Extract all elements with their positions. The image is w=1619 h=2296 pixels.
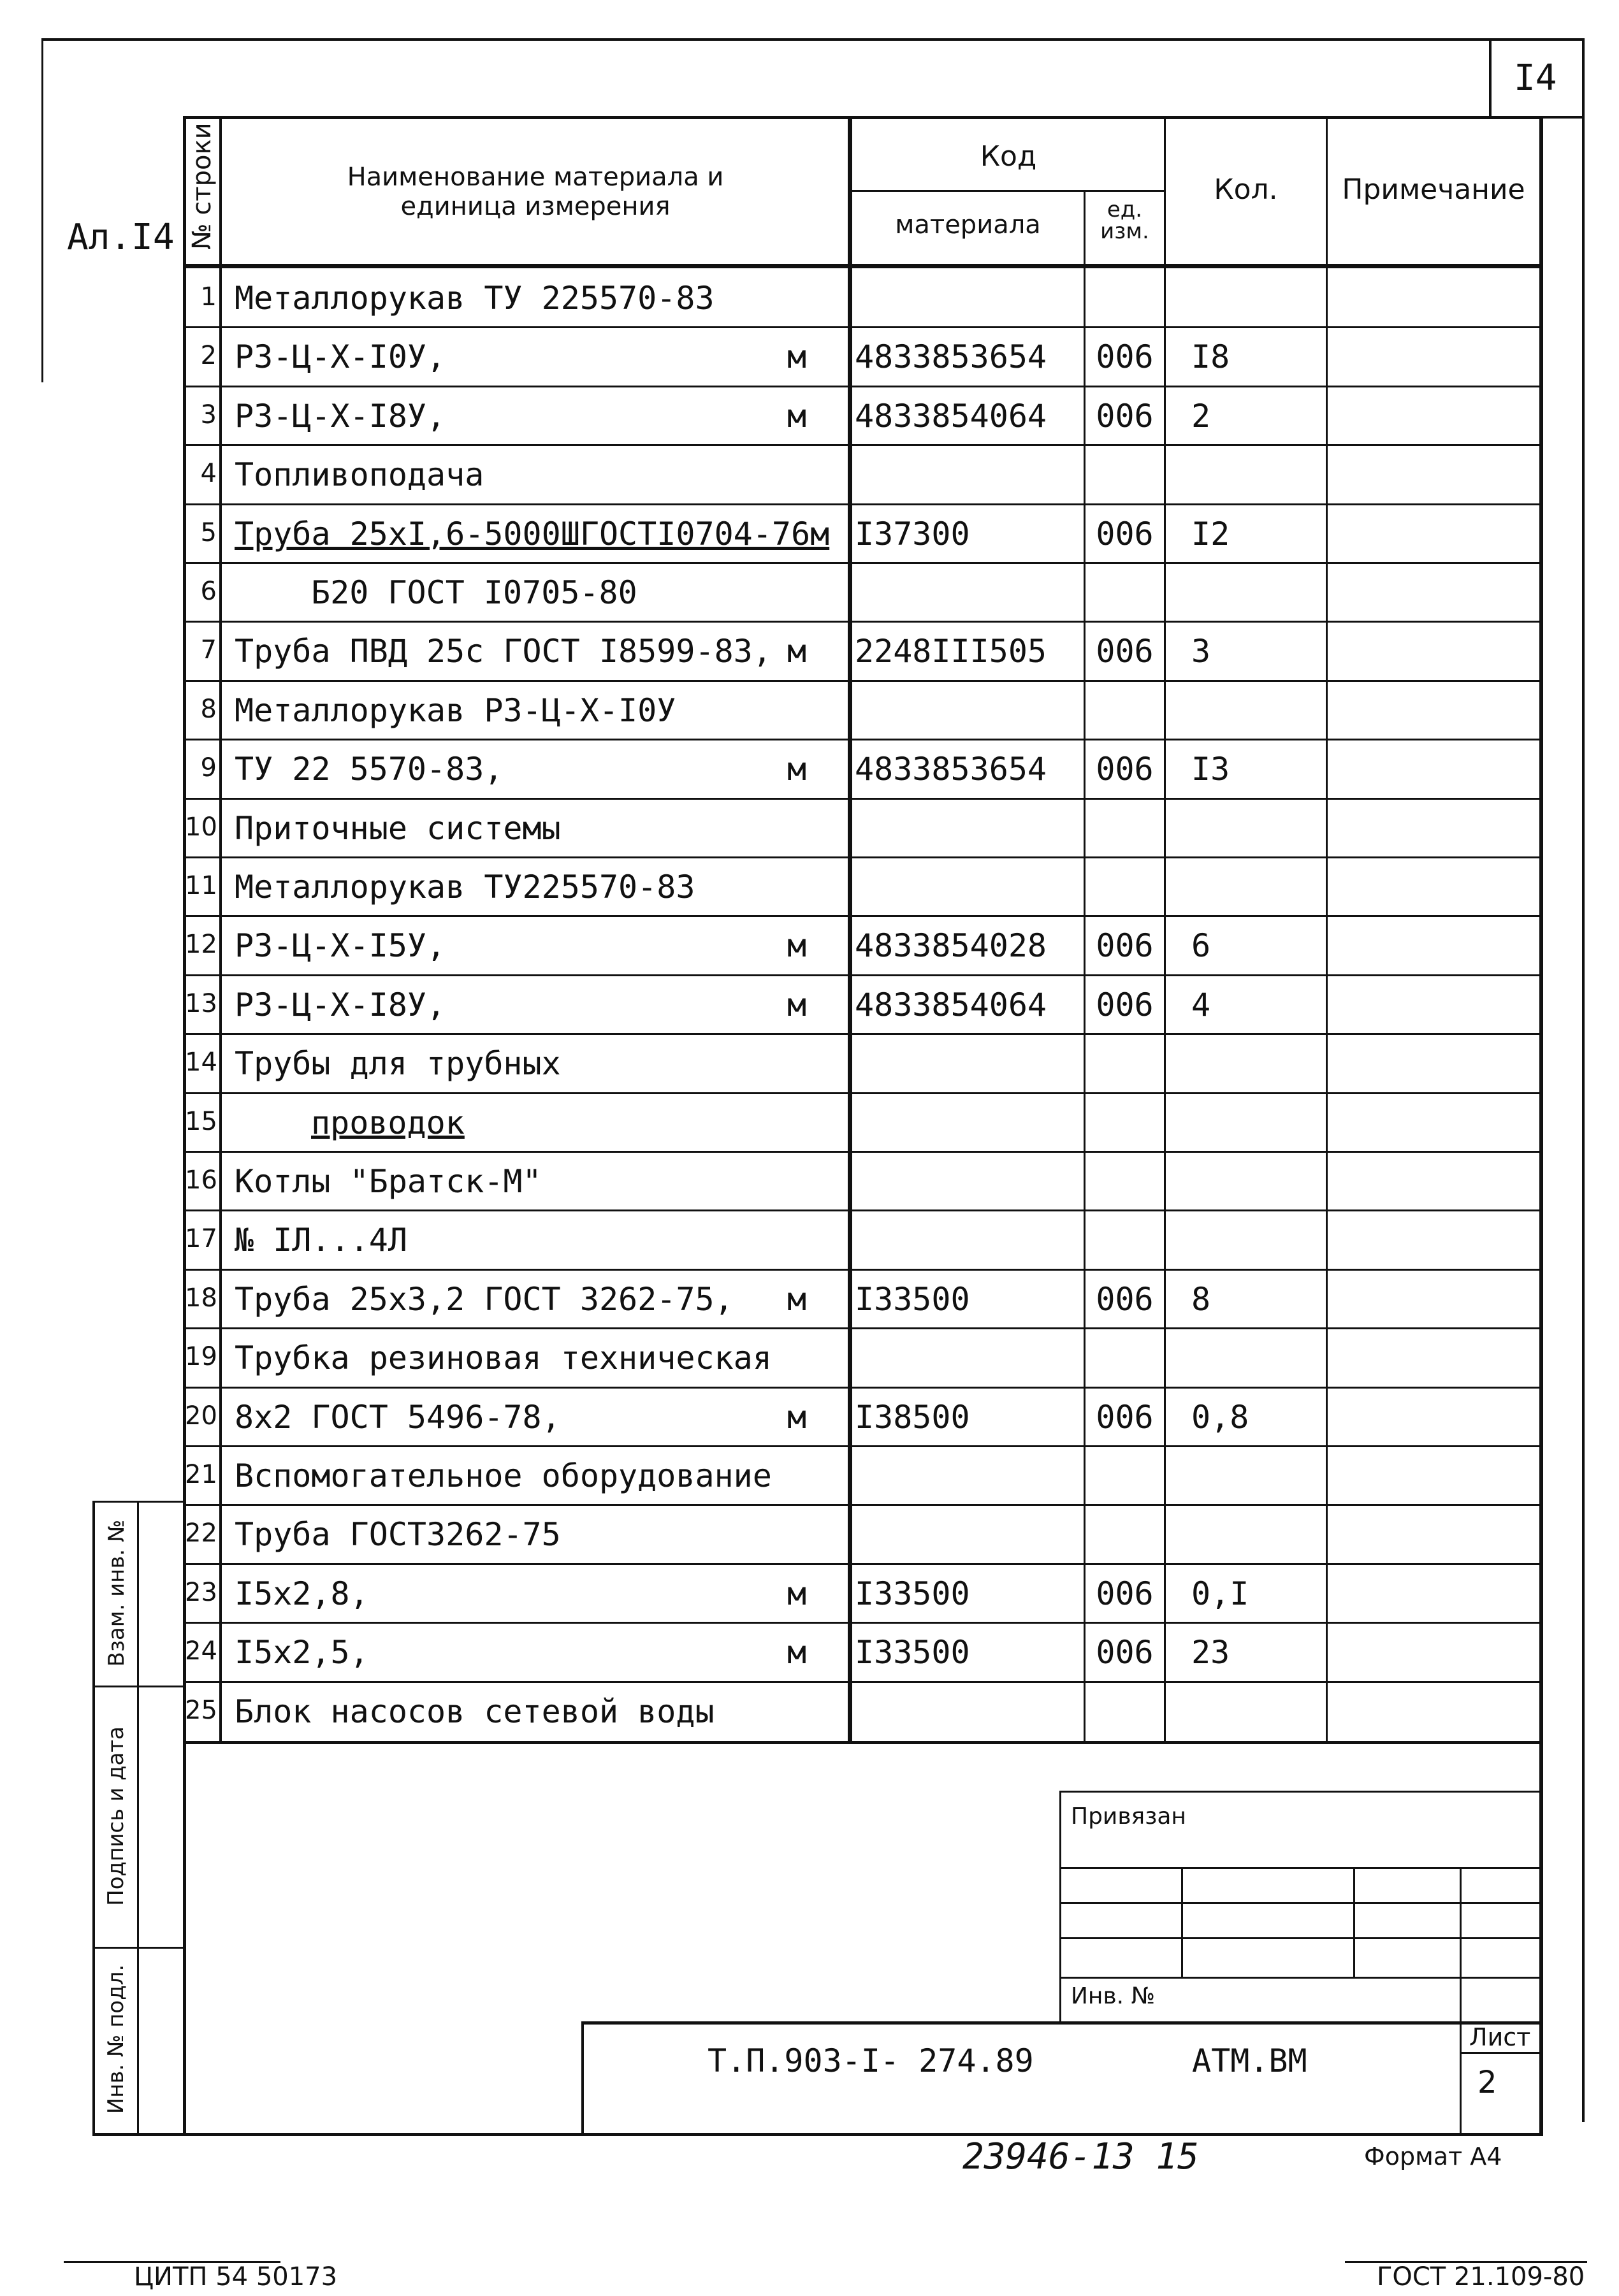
row-number: 7 xyxy=(200,635,217,665)
table-body-bottom xyxy=(185,1741,1543,1744)
material-code: I33500 xyxy=(855,1575,970,1612)
row-divider xyxy=(185,1445,1543,1447)
outer-frame-top xyxy=(41,38,1584,41)
unit-code: 006 xyxy=(1096,986,1154,1023)
row-divider xyxy=(185,1269,1543,1271)
row-divider xyxy=(185,1622,1543,1624)
material-name: № IЛ...4Л xyxy=(235,1222,407,1259)
material-name: Металлорукав РЗ-Ц-Х-I0У xyxy=(235,691,676,729)
material-code: 4833853654 xyxy=(855,751,1047,788)
side-label-inv-podl: Инв. № подл. xyxy=(103,1964,129,2114)
quantity: I3 xyxy=(1191,751,1230,788)
stamp-list-value: 2 xyxy=(1477,2065,1497,2100)
quantity: 0,I xyxy=(1191,1575,1249,1612)
material-code: I33500 xyxy=(855,1280,970,1318)
bottom-right-standard: ГОСТ 21.109-80 xyxy=(1377,2262,1585,2292)
side-label-vzam: Взам. инв. № xyxy=(104,1519,129,1667)
row-number: 16 xyxy=(185,1166,217,1195)
row-divider xyxy=(185,1033,1543,1035)
row-number: 11 xyxy=(185,871,217,900)
quantity: 0,8 xyxy=(1191,1398,1249,1436)
row-divider xyxy=(185,856,1543,858)
header-bottom-line xyxy=(185,264,1543,268)
row-number: 4 xyxy=(200,459,217,489)
row-divider xyxy=(185,1504,1543,1506)
row-number: 14 xyxy=(185,1048,217,1078)
outer-frame-right xyxy=(1582,38,1585,2122)
stamp-doc-mark: АТМ.ВМ xyxy=(1192,2042,1307,2079)
material-name: I5х2,8, xyxy=(235,1575,369,1612)
row-divider xyxy=(185,386,1543,387)
row-divider xyxy=(185,1563,1543,1565)
unit-code: 006 xyxy=(1096,338,1154,376)
material-name: Труба ПВД 25с ГОСТ I8599-83, xyxy=(235,633,772,670)
material-name: Б20 ГОСТ I0705-80 xyxy=(311,574,637,611)
quantity: 3 xyxy=(1191,633,1211,670)
unit-code: 006 xyxy=(1096,927,1154,965)
header-note: Примечание xyxy=(1342,173,1525,206)
unit-code: 006 xyxy=(1096,1575,1154,1612)
material-name: Приточные системы xyxy=(235,809,561,847)
unit-code: 006 xyxy=(1096,633,1154,670)
material-code: I37300 xyxy=(855,515,970,552)
row-number: 25 xyxy=(185,1695,217,1725)
outer-frame-left-stub xyxy=(41,38,43,382)
handwritten-number: 23946-13 15 xyxy=(962,2136,1199,2177)
quantity: I2 xyxy=(1191,515,1230,552)
side-label-podpis: Подпись и дата xyxy=(103,1726,129,1906)
material-name: РЗ-Ц-Х-I5У, xyxy=(235,927,446,965)
row-number: 17 xyxy=(185,1224,217,1254)
row-number: 9 xyxy=(200,753,217,783)
row-number: 19 xyxy=(185,1342,217,1372)
unit-label: м xyxy=(787,751,807,788)
stamp-privyazan-left xyxy=(1059,1791,1061,2023)
quantity: 8 xyxy=(1191,1280,1211,1318)
material-code: 2248III505 xyxy=(855,633,1047,670)
material-name: Топливоподача xyxy=(235,456,484,494)
row-divider xyxy=(185,1151,1543,1153)
stamp-grid-v3 xyxy=(1460,1867,1462,2135)
header-name: Наименование материала и единица измерения xyxy=(347,162,724,221)
side-block-left xyxy=(92,1501,95,2135)
stamp-grid-h1 xyxy=(1059,1867,1543,1869)
row-divider xyxy=(185,1209,1543,1211)
unit-label: м xyxy=(787,1575,807,1612)
row-divider xyxy=(185,680,1543,682)
row-divider xyxy=(185,1327,1543,1329)
stamp-grid-v1 xyxy=(1181,1867,1183,1979)
stamp-grid-v2 xyxy=(1353,1867,1355,1979)
row-divider xyxy=(185,1092,1543,1094)
row-number: 22 xyxy=(185,1519,217,1549)
row-number: 21 xyxy=(185,1460,217,1489)
row-number: 10 xyxy=(185,812,217,842)
unit-label: м xyxy=(787,927,807,965)
row-divider xyxy=(185,739,1543,740)
unit-code: 006 xyxy=(1096,397,1154,435)
stamp-doc-code: Т.П.903-I- 274.89 xyxy=(708,2042,1034,2079)
quantity: I8 xyxy=(1191,338,1230,376)
side-block-mid xyxy=(137,1501,139,2135)
unit-code: 006 xyxy=(1096,1280,1154,1318)
row-divider xyxy=(185,444,1543,446)
stamp-grid-h4 xyxy=(1059,1977,1543,1979)
header-code: Код xyxy=(980,140,1037,173)
unit-label: м xyxy=(787,986,807,1023)
material-name: Труба 25хI,6-5000ШГОСТI0704-76м xyxy=(235,515,830,552)
row-number: 18 xyxy=(185,1283,217,1313)
stamp-inv-no: Инв. № xyxy=(1071,1983,1156,2009)
row-divider xyxy=(185,798,1543,800)
row-divider xyxy=(185,621,1543,623)
material-name: РЗ-Ц-Х-I0У, xyxy=(235,338,446,376)
stamp-privyazan: Привязан xyxy=(1071,1803,1186,1830)
left-reference: Ал.I4 xyxy=(67,217,175,258)
side-block-bottom xyxy=(92,2133,1543,2136)
material-name: ТУ 22 5570-83, xyxy=(235,751,504,788)
material-name: I5х2,5, xyxy=(235,1634,369,1671)
material-name: Трубы для трубных xyxy=(235,1045,561,1083)
unit-label: м xyxy=(787,1398,807,1436)
table-border-top xyxy=(185,116,1543,119)
material-name: Котлы "Братск-М" xyxy=(235,1163,542,1200)
row-number: 2 xyxy=(200,341,217,371)
quantity: 4 xyxy=(1191,986,1211,1023)
quantity: 2 xyxy=(1191,397,1211,435)
row-number: 12 xyxy=(185,930,217,960)
row-divider xyxy=(185,326,1543,328)
row-divider xyxy=(185,1387,1543,1389)
row-number: 6 xyxy=(200,577,217,606)
row-number: 1 xyxy=(200,282,217,312)
material-name: Труба 25х3,2 ГОСТ 3262-75, xyxy=(235,1280,734,1318)
quantity: 6 xyxy=(1191,927,1211,965)
material-code: 4833854028 xyxy=(855,927,1047,965)
row-number: 15 xyxy=(185,1106,217,1136)
unit-code: 006 xyxy=(1096,1398,1154,1436)
row-number: 5 xyxy=(200,517,217,547)
row-number: 3 xyxy=(200,400,217,430)
row-divider xyxy=(185,503,1543,505)
header-qty: Кол. xyxy=(1214,173,1278,206)
bottom-left-stamp: ЦИТП 54 50173 xyxy=(134,2262,338,2292)
row-divider xyxy=(185,915,1543,917)
material-code: 4833854064 xyxy=(855,397,1047,435)
row-divider xyxy=(185,562,1543,564)
material-name: Металлорукав ТУ 225570-83 xyxy=(235,280,715,317)
unit-label: м xyxy=(787,397,807,435)
stamp-title-left xyxy=(581,2021,584,2135)
stamp-grid-h2 xyxy=(1059,1902,1543,1904)
unit-label: м xyxy=(787,1280,807,1318)
material-code: I33500 xyxy=(855,1634,970,1671)
row-number: 23 xyxy=(185,1577,217,1607)
format-label: Формат А4 xyxy=(1364,2142,1502,2170)
quantity: 23 xyxy=(1191,1634,1230,1671)
stamp-list-label: Лист xyxy=(1469,2023,1531,2051)
corner-box-left xyxy=(1489,38,1492,118)
sheet-corner-number: I4 xyxy=(1514,57,1557,99)
row-number: 13 xyxy=(185,988,217,1018)
row-number: 24 xyxy=(185,1636,217,1666)
material-name: проводок xyxy=(311,1104,465,1141)
header-code-unit: ед. изм. xyxy=(1100,197,1149,244)
material-name: Трубка резиновая техническая xyxy=(235,1339,772,1377)
unit-label: м xyxy=(787,633,807,670)
header-row-number: № строки xyxy=(187,122,217,250)
stamp-title-top xyxy=(581,2021,1543,2025)
unit-label: м xyxy=(787,338,807,376)
material-name: 8х2 ГОСТ 5496-78, xyxy=(235,1398,561,1436)
row-divider xyxy=(185,974,1543,976)
material-name: Труба ГОСТ3262-75 xyxy=(235,1516,561,1554)
material-name: РЗ-Ц-Х-I8У, xyxy=(235,986,446,1023)
material-name: Блок насосов сетевой воды xyxy=(235,1693,715,1730)
code-subheader-line xyxy=(851,190,1166,192)
material-name: Вспомогательное оборудование xyxy=(235,1457,772,1494)
stamp-list-sep xyxy=(1460,2052,1543,2054)
unit-code: 006 xyxy=(1096,751,1154,788)
material-code: 4833854064 xyxy=(855,986,1047,1023)
side-block-top xyxy=(92,1501,185,1503)
row-divider xyxy=(185,1681,1543,1683)
material-name: Металлорукав ТУ225570-83 xyxy=(235,869,695,906)
stamp-grid-h3 xyxy=(1059,1937,1543,1939)
unit-label: м xyxy=(787,1634,807,1671)
material-name: РЗ-Ц-Х-I8У, xyxy=(235,397,446,435)
material-code: 4833853654 xyxy=(855,338,1047,376)
header-code-material: материала xyxy=(895,210,1041,240)
stamp-privyazan-top xyxy=(1059,1791,1543,1793)
material-code: I38500 xyxy=(855,1398,970,1436)
row-number: 8 xyxy=(200,694,217,724)
unit-code: 006 xyxy=(1096,515,1154,552)
row-number: 20 xyxy=(185,1401,217,1431)
unit-code: 006 xyxy=(1096,1634,1154,1671)
